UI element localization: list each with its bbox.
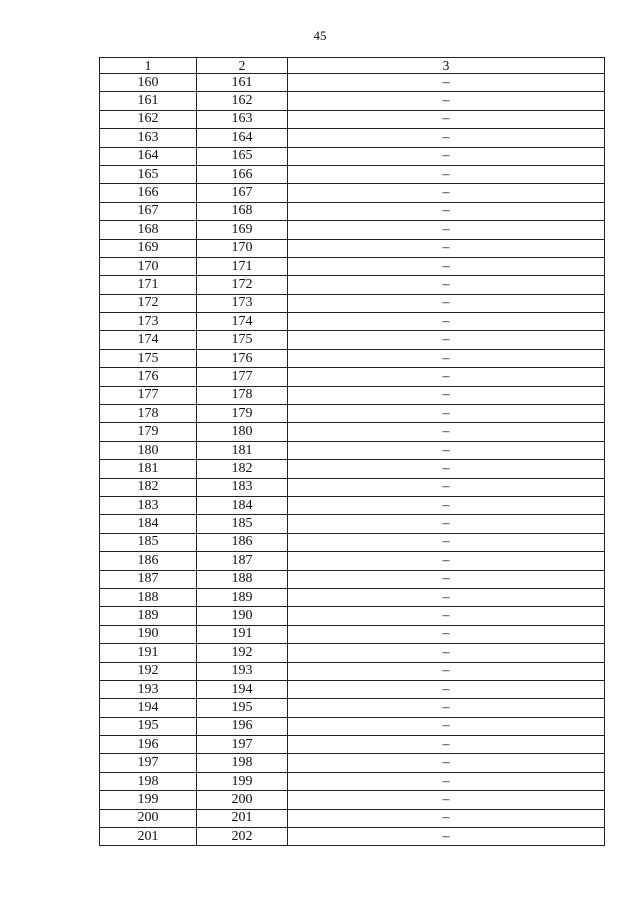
table-cell-col1: 179 [100,423,197,441]
table-cell-col2: 191 [197,625,288,643]
table-cell-col2: 186 [197,533,288,551]
table-cell-col1: 170 [100,257,197,275]
table-cell-col1: 182 [100,478,197,496]
table-row [100,441,605,459]
data-table [99,57,605,846]
table-row [100,515,605,533]
table-row [100,460,605,478]
table-cell-col2: 190 [197,607,288,625]
table-row [100,717,605,735]
table-row [100,165,605,183]
table-cell-col2: 176 [197,349,288,367]
table-cell-col1: 190 [100,625,197,643]
table-cell-col3: – [288,644,605,662]
table-cell-col2: 177 [197,368,288,386]
table-cell-col2: 175 [197,331,288,349]
table-cell-col3: – [288,92,605,110]
table-row [100,129,605,147]
table-cell-col3: – [288,386,605,404]
table-body [100,74,605,846]
table-cell-col2: 192 [197,644,288,662]
table-cell-col2: 178 [197,386,288,404]
table-cell-col3: – [288,202,605,220]
table-cell-col2: 180 [197,423,288,441]
table-cell-col3: – [288,110,605,128]
table-row [100,313,605,331]
table-row [100,644,605,662]
table-cell-col1: 199 [100,791,197,809]
table-row [100,533,605,551]
table-cell-col1: 160 [100,74,197,92]
table-cell-col3: – [288,441,605,459]
table-cell-col3: – [288,533,605,551]
table-cell-col3: – [288,552,605,570]
table-cell-col2: 163 [197,110,288,128]
table-cell-col3: – [288,460,605,478]
table-cell-col1: 183 [100,496,197,514]
table-cell-col1: 201 [100,828,197,846]
table-cell-col1: 168 [100,221,197,239]
column-header-2: 2 [197,58,288,74]
table-cell-col2: 198 [197,754,288,772]
table-cell-col2: 187 [197,552,288,570]
table-cell-col3: – [288,257,605,275]
table-cell-col3: – [288,496,605,514]
table-row [100,386,605,404]
table-row [100,736,605,754]
table-cell-col1: 192 [100,662,197,680]
table-cell-col2: 179 [197,405,288,423]
table-cell-col3: – [288,809,605,827]
table-row [100,147,605,165]
table-cell-col1: 161 [100,92,197,110]
table-cell-col2: 196 [197,717,288,735]
table-cell-col3: – [288,478,605,496]
table-row [100,349,605,367]
table-cell-col1: 166 [100,184,197,202]
table-cell-col2: 193 [197,662,288,680]
table-cell-col1: 178 [100,405,197,423]
table-cell-col1: 177 [100,386,197,404]
table-cell-col1: 184 [100,515,197,533]
table-cell-col2: 201 [197,809,288,827]
table-cell-col3: – [288,313,605,331]
table-cell-col3: – [288,368,605,386]
table-cell-col2: 184 [197,496,288,514]
table-cell-col1: 181 [100,460,197,478]
table-cell-col2: 202 [197,828,288,846]
table-row [100,791,605,809]
page-number: 45 [313,28,327,43]
table-row [100,331,605,349]
table-cell-col2: 189 [197,588,288,606]
table-cell-col1: 193 [100,680,197,698]
table-cell-col3: – [288,699,605,717]
table-cell-col3: – [288,349,605,367]
table-cell-col1: 185 [100,533,197,551]
table-row [100,368,605,386]
table-cell-col3: – [288,405,605,423]
table-cell-col3: – [288,423,605,441]
table-row [100,552,605,570]
table-cell-col3: – [288,736,605,754]
table-cell-col3: – [288,331,605,349]
table-cell-col2: 166 [197,165,288,183]
table-cell-col2: 182 [197,460,288,478]
header-row [100,58,605,74]
table-cell-col3: – [288,791,605,809]
table-cell-col2: 169 [197,221,288,239]
table-cell-col3: – [288,662,605,680]
table-cell-col3: – [288,276,605,294]
table-cell-col3: – [288,515,605,533]
table-cell-col2: 199 [197,772,288,790]
table-cell-col3: – [288,754,605,772]
column-header-3: 3 [288,58,605,74]
table-row [100,607,605,625]
table-cell-col1: 167 [100,202,197,220]
table-row [100,294,605,312]
table-cell-col1: 196 [100,736,197,754]
table-cell-col1: 164 [100,147,197,165]
table-cell-col3: – [288,74,605,92]
table-cell-col2: 172 [197,276,288,294]
table-cell-col1: 187 [100,570,197,588]
table-cell-col2: 174 [197,313,288,331]
table-cell-col2: 188 [197,570,288,588]
table-cell-col1: 197 [100,754,197,772]
table-cell-col1: 175 [100,349,197,367]
table-cell-col2: 195 [197,699,288,717]
table-cell-col1: 174 [100,331,197,349]
table-cell-col1: 162 [100,110,197,128]
table-cell-col2: 197 [197,736,288,754]
table-cell-col2: 171 [197,257,288,275]
table-cell-col1: 188 [100,588,197,606]
table-cell-col3: – [288,129,605,147]
table-row [100,221,605,239]
table-row [100,772,605,790]
table-cell-col2: 161 [197,74,288,92]
table-row [100,828,605,846]
table-cell-col3: – [288,221,605,239]
table-cell-col2: 173 [197,294,288,312]
table-cell-col3: – [288,625,605,643]
table-cell-col3: – [288,165,605,183]
table-row [100,478,605,496]
table-cell-col2: 164 [197,129,288,147]
table-cell-col1: 171 [100,276,197,294]
table-cell-col1: 180 [100,441,197,459]
table-cell-col3: – [288,588,605,606]
table-cell-col1: 195 [100,717,197,735]
table-row [100,809,605,827]
table-cell-col1: 194 [100,699,197,717]
table-cell-col2: 170 [197,239,288,257]
table-row [100,588,605,606]
table-row [100,239,605,257]
table-cell-col3: – [288,607,605,625]
table-row [100,423,605,441]
table-row [100,570,605,588]
table-row [100,405,605,423]
table-row [100,625,605,643]
table-cell-col3: – [288,828,605,846]
table-header [100,58,605,74]
table-row [100,699,605,717]
table-row [100,276,605,294]
table-cell-col1: 198 [100,772,197,790]
table-cell-col2: 183 [197,478,288,496]
table-cell-col1: 189 [100,607,197,625]
table-row [100,257,605,275]
table-cell-col2: 181 [197,441,288,459]
table-cell-col3: – [288,294,605,312]
table-cell-col1: 176 [100,368,197,386]
table-row [100,74,605,92]
table-cell-col1: 173 [100,313,197,331]
table-cell-col1: 165 [100,165,197,183]
table-cell-col3: – [288,772,605,790]
table-cell-col3: – [288,239,605,257]
table-cell-col1: 191 [100,644,197,662]
table-cell-col3: – [288,717,605,735]
table-cell-col3: – [288,680,605,698]
table-row [100,754,605,772]
table-row [100,92,605,110]
table-cell-col2: 167 [197,184,288,202]
table-cell-col3: – [288,570,605,588]
table-cell-col1: 172 [100,294,197,312]
table-cell-col2: 162 [197,92,288,110]
table-row [100,680,605,698]
table-cell-col2: 168 [197,202,288,220]
column-header-1: 1 [100,58,197,74]
table-row [100,662,605,680]
table-row [100,184,605,202]
table-cell-col2: 185 [197,515,288,533]
table-cell-col2: 165 [197,147,288,165]
table-cell-col1: 163 [100,129,197,147]
table-row [100,496,605,514]
table-cell-col2: 200 [197,791,288,809]
table-cell-col2: 194 [197,680,288,698]
table-row [100,110,605,128]
table-cell-col3: – [288,147,605,165]
table-cell-col1: 186 [100,552,197,570]
table-row [100,202,605,220]
table-cell-col3: – [288,184,605,202]
table-cell-col1: 200 [100,809,197,827]
table-cell-col1: 169 [100,239,197,257]
